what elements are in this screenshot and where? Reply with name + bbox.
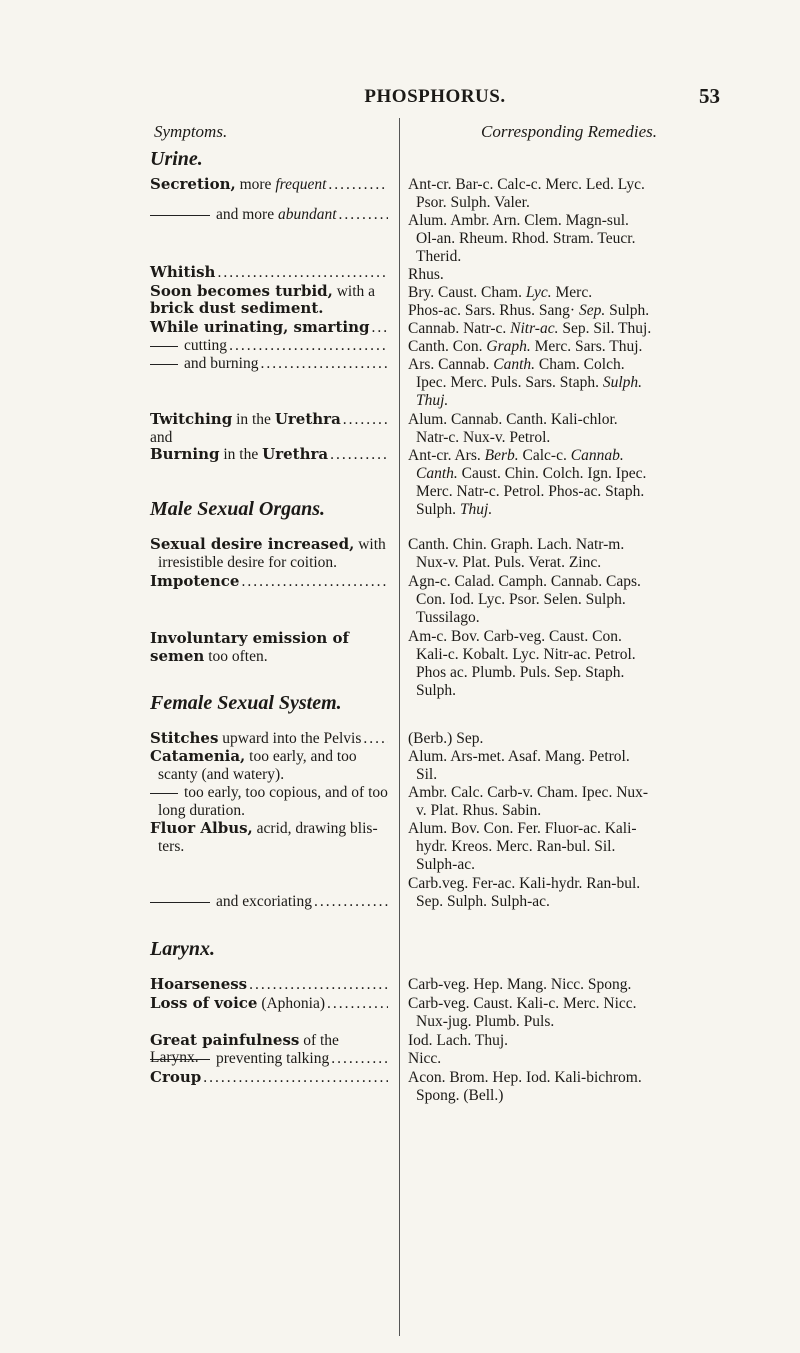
section-female: Female Sexual System. (150, 692, 342, 714)
symptom-excoriating: and excoriating ..... (150, 893, 388, 910)
symptom-smarting: While urinating, smarting ..... (150, 319, 388, 336)
remedy-line: Ol-an. Rheum. Rhod. Stram. Teucr. (416, 230, 636, 247)
remedies-heading: Corresponding Remedies. (481, 122, 657, 141)
remedy-line: Rhus. (408, 266, 444, 283)
symptom-secretion: Secretion, more frequent ..... (150, 176, 388, 193)
symptoms-heading: Symptoms. (154, 122, 228, 141)
section-male: Male Sexual Organs. (150, 498, 326, 520)
symptom-croup: Croup ..... (150, 1069, 388, 1086)
symptom-painfulness: Great painfulness of the Larynx. (150, 1031, 339, 1066)
remedy-line: Merc. Natr-c. Petrol. Phos-ac. Staph. (416, 483, 645, 500)
remedy-line: Canth. Con. Graph. Merc. Sars. Thuj. (408, 338, 643, 355)
symptom-and: and (150, 429, 173, 446)
symptom-fluor-albus: Fluor Albus, acrid, drawing blis- (150, 819, 378, 837)
remedy-line: Sulph-ac. (416, 856, 475, 873)
remedy-line: Sil. (416, 766, 438, 783)
remedy-line: Alum. Ambr. Arn. Clem. Magn-sul. (408, 212, 629, 229)
remedy-line: Phos-ac. Sars. Rhus. Sang· Sep. Sulph. (408, 302, 650, 319)
symptom-emission: Involuntary emission of (150, 629, 349, 647)
remedy-line: Therid. (416, 248, 462, 265)
symptom-stitches: Stitches upward into the Pelvis ..... (150, 730, 388, 747)
remedy-line: Spong. (Bell.) (416, 1087, 504, 1104)
remedy-line: Ant-cr. Ars. Berb. Calc-c. Cannab. (408, 447, 624, 464)
remedy-line: Ars. Cannab. Canth. Cham. Colch. (408, 356, 625, 373)
symptom-turbid: Soon becomes turbid, with a (150, 282, 376, 300)
section-larynx: Larynx. (150, 938, 215, 960)
remedy-line: hydr. Kreos. Merc. Ran-bul. Sil. (416, 838, 616, 855)
remedy-line: Nicc. (408, 1050, 442, 1067)
symptom-brick-dust: brick dust sediment. (150, 299, 324, 317)
remedy-line: Nux-jug. Plumb. Puls. (416, 1013, 555, 1030)
remedy-line: Psor. Sulph. Valer. (416, 194, 530, 211)
remedy-line: Carb.veg. Fer-ac. Kali-hydr. Ran-bul. (408, 875, 641, 892)
remedy-line: Agn-c. Calad. Camph. Cannab. Caps. (408, 573, 641, 590)
symptom-sexual-desire-cont: irresistible desire for coition. (158, 554, 338, 571)
remedy-line: Ambr. Calc. Carb-v. Cham. Ipec. Nux- (408, 784, 649, 801)
remedy-line: Cannab. Natr-c. Nitr-ac. Sep. Sil. Thuj. (408, 320, 652, 337)
symptom-sexual-desire: Sexual desire increased, with (150, 535, 386, 553)
remedy-line: Am-c. Bov. Carb-veg. Caust. Con. (408, 628, 622, 645)
remedy-line: Iod. Lach. Thuj. (408, 1032, 509, 1049)
symptom-hoarseness: Hoarseness ..... (150, 976, 388, 993)
remedy-line: Phos ac. Plumb. Puls. Sep. Staph. (416, 664, 625, 681)
symptom-catamenia: Catamenia, too early, and too (150, 747, 357, 765)
symptom-impotence: Impotence ..... (150, 573, 388, 590)
remedy-line: Sulph. (416, 682, 457, 699)
remedy-line: Kali-c. Kobalt. Lyc. Nitr-ac. Petrol. (416, 646, 636, 663)
symptom-fluor-albus-cont: ters. (158, 838, 185, 855)
page-number: 53 (699, 84, 720, 108)
remedy-line: v. Plat. Rhus. Sabin. (416, 802, 542, 819)
symptom-loss-of-voice: Loss of voice (Aphonia) ..... (150, 995, 388, 1012)
symptom-burning-urethra: Burning in the Urethra ..... (150, 446, 388, 463)
remedy-line: Carb-veg. Hep. Mang. Nicc. Spong. (408, 976, 632, 993)
symptom-twitching: Twitching in the Urethra ..... (150, 411, 388, 428)
page-header (150, 86, 720, 110)
remedy-line: Con. Iod. Lyc. Psor. Selen. Sulph. (416, 591, 626, 608)
section-urine: Urine. (150, 148, 203, 170)
remedy-line: Canth. Chin. Graph. Lach. Natr-m. (408, 536, 625, 553)
symptom-preventing-talking: preventing talking ..... (150, 1050, 388, 1067)
remedy-line: Acon. Brom. Hep. Iod. Kali-bichrom. (408, 1069, 642, 1086)
remedy-line: Sep. Sulph. Sulph-ac. (416, 893, 550, 910)
running-title: PHOSPHORUS. (364, 86, 506, 107)
remedy-line: Canth. Caust. Chin. Colch. Ign. Ipec. (416, 465, 647, 482)
remedy-line: Alum. Bov. Con. Fer. Fluor-ac. Kali- (408, 820, 637, 837)
remedy-line: Ipec. Merc. Puls. Sars. Staph. Sulph. (416, 374, 643, 391)
remedy-line: Sulph. Thuj. (416, 501, 493, 518)
remedy-line: Ant-cr. Bar-c. Calc-c. Merc. Led. Lyc. (408, 176, 645, 193)
remedies-column (408, 118, 730, 1104)
symptom-catamenia-duration: long duration. (158, 802, 245, 819)
remedy-line: Nux-v. Plat. Puls. Verat. Zinc. (416, 554, 602, 571)
remedy-line: Alum. Ars-met. Asaf. Mang. Petrol. (408, 748, 630, 765)
symptom-cutting: cutting ..... (150, 337, 388, 354)
remedy-line: Carb-veg. Caust. Kali-c. Merc. Nicc. (408, 995, 637, 1012)
symptom-catamenia-cont: scanty (and watery). (158, 766, 285, 783)
remedy-line: Natr-c. Nux-v. Petrol. (416, 429, 551, 446)
symptom-catamenia-copious: too early, too copious, and of too (150, 784, 388, 801)
remedy-line: Thuj. (416, 392, 449, 409)
symptom-whitish: Whitish ..... (150, 264, 388, 281)
remedy-line: Tussilago. (416, 609, 480, 626)
remedy-line: Bry. Caust. Cham. Lyc. Merc. (408, 284, 593, 301)
remedy-line: (Berb.) Sep. (408, 730, 484, 747)
symptom-burning: and burning ..... (150, 355, 388, 372)
remedy-line: Alum. Cannab. Canth. Kali-chlor. (408, 411, 618, 428)
symptom-emission-cont: semen too often. (150, 647, 268, 665)
symptom-abundant: and more abundant ..... (150, 206, 388, 223)
symptoms-column (150, 118, 388, 1086)
column-divider (399, 118, 400, 1336)
